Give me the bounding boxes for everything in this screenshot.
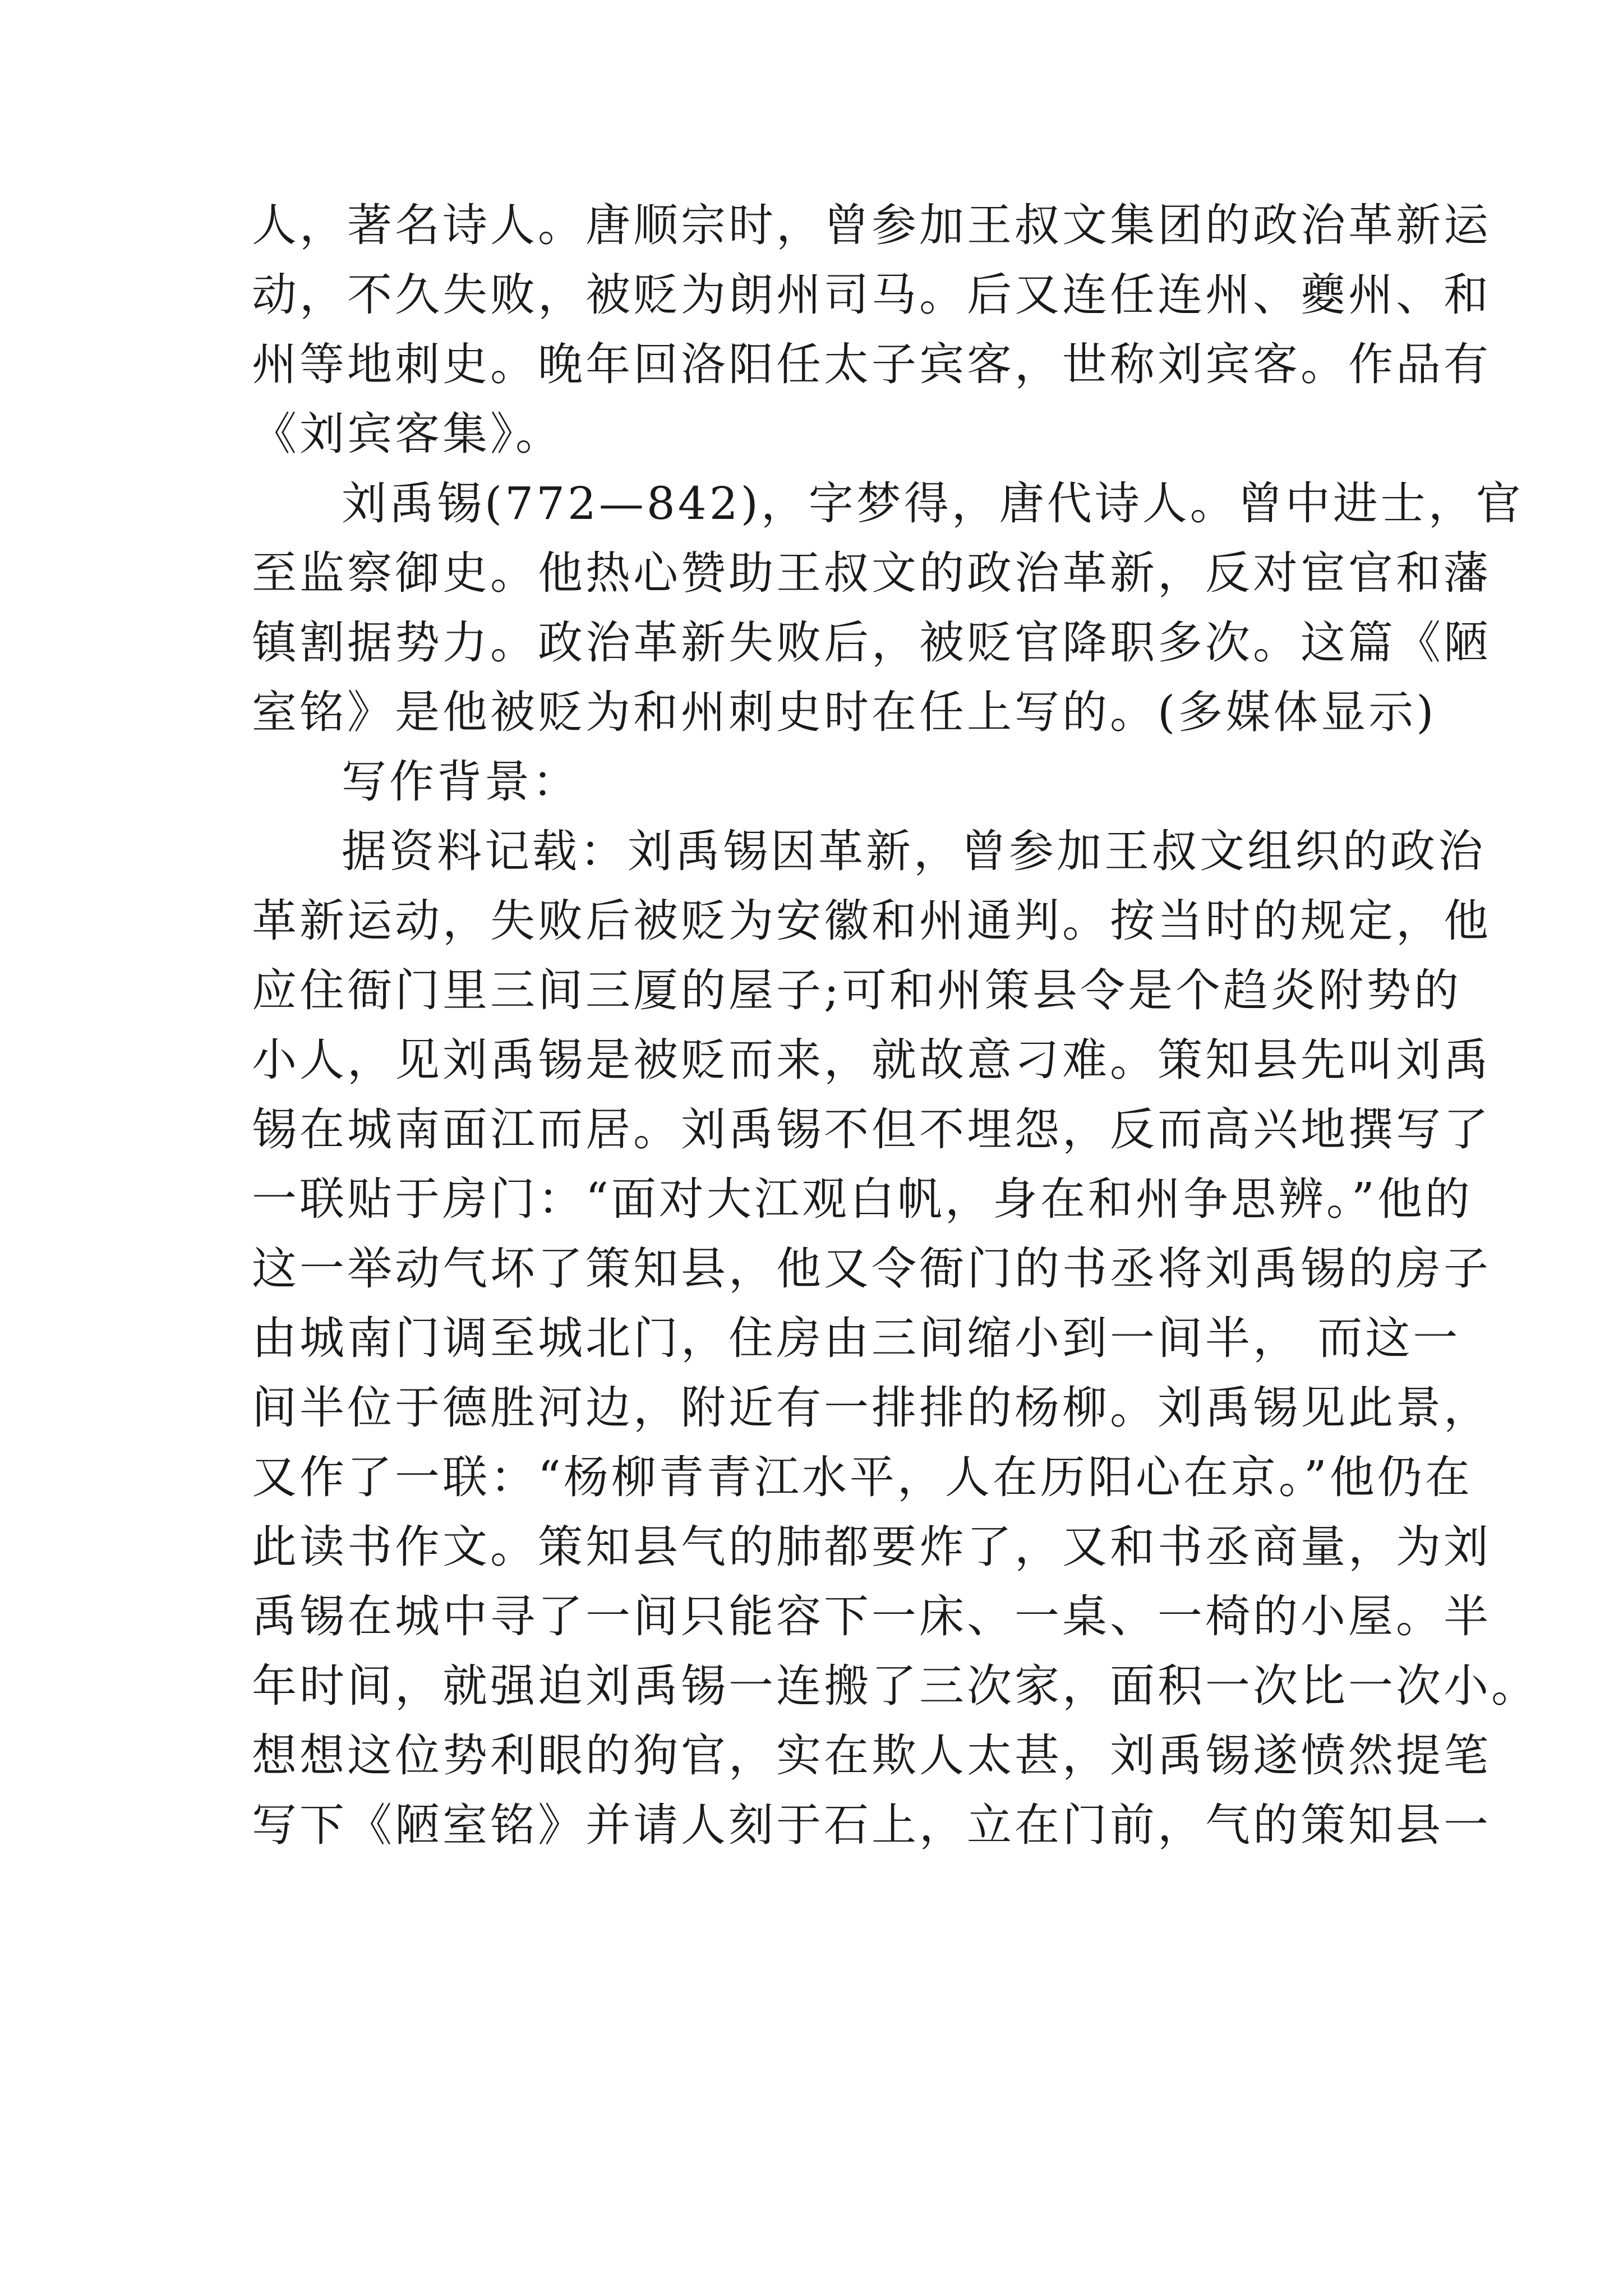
text-line: 年时间，就强迫刘禹锡一连搬了三次家，面积一次比一次小。 <box>252 1660 1539 1712</box>
text-line: 又作了一联：“杨柳青青江水平，人在历阳心在京。”他仍在 <box>252 1451 1473 1503</box>
text-line: 革新运动，失败后被贬为安徽和州通判。按当时的规定，他 <box>252 895 1491 947</box>
text-line: 此读书作文。策知县气的肺都要炸了，又和书丞商量，为刘 <box>252 1521 1491 1573</box>
text-line: 这一举动气坏了策知县，他又令衙门的书丞将刘禹锡的房子 <box>252 1243 1491 1295</box>
text-line: 间半位于德胜河边，附近有一排排的杨柳。刘禹锡见此景， <box>252 1382 1491 1434</box>
text-line: 室铭》是他被贬为和州刺史时在任上写的。(多媒体显示) <box>252 686 1437 738</box>
text-line: 锡在城南面江而居。刘禹锡不但不埋怨，反而高兴地撰写了 <box>252 1103 1491 1156</box>
text-line: 刘禹锡(772—842)，字梦得，唐代诗人。曾中进士，官 <box>342 477 1524 530</box>
text-line: 据资料记载：刘禹锡因革新，曾参加王叔文组织的政治 <box>342 825 1486 877</box>
text-line: 应住衙门里三间三厦的屋子;可和州策县令是个趋炎附势的 <box>252 964 1461 1016</box>
text-line: 写作背景： <box>342 756 580 808</box>
text-line: 镇割据势力。政治革新失败后，被贬官降职多次。这篇《陋 <box>252 616 1491 669</box>
text-line: 人，著名诗人。唐顺宗时，曾参加王叔文集团的政治革新运 <box>252 199 1491 251</box>
text-line: 小人，见刘禹锡是被贬而来，就故意刁难。策知县先叫刘禹 <box>252 1034 1491 1086</box>
text-line: 写下《陋室铭》并请人刻于石上，立在门前，气的策知县一 <box>252 1799 1491 1851</box>
text-line: 想想这位势利眼的狗官，实在欺人太甚，刘禹锡遂愤然提笔 <box>252 1729 1491 1782</box>
text-line: 州等地刺史。晚年回洛阳任太子宾客，世称刘宾客。作品有 <box>252 338 1491 390</box>
document-body <box>252 191 1539 1860</box>
text-line: 至监察御史。他热心赞助王叔文的政治革新，反对宦官和藩 <box>252 547 1491 599</box>
text-line: 禹锡在城中寻了一间只能容下一床、一桌、一椅的小屋。半 <box>252 1590 1491 1642</box>
text-line: 由城南门调至城北门，住房由三间缩小到一间半， 而这一 <box>252 1312 1461 1364</box>
text-line: 一联贴于房门：“面对大江观白帆，身在和州争思辨。”他的 <box>252 1173 1473 1225</box>
text-line: 动，不久失败，被贬为朗州司马。后又连任连州、夔州、和 <box>252 269 1491 321</box>
text-line: 《刘宾客集》。 <box>252 408 563 460</box>
